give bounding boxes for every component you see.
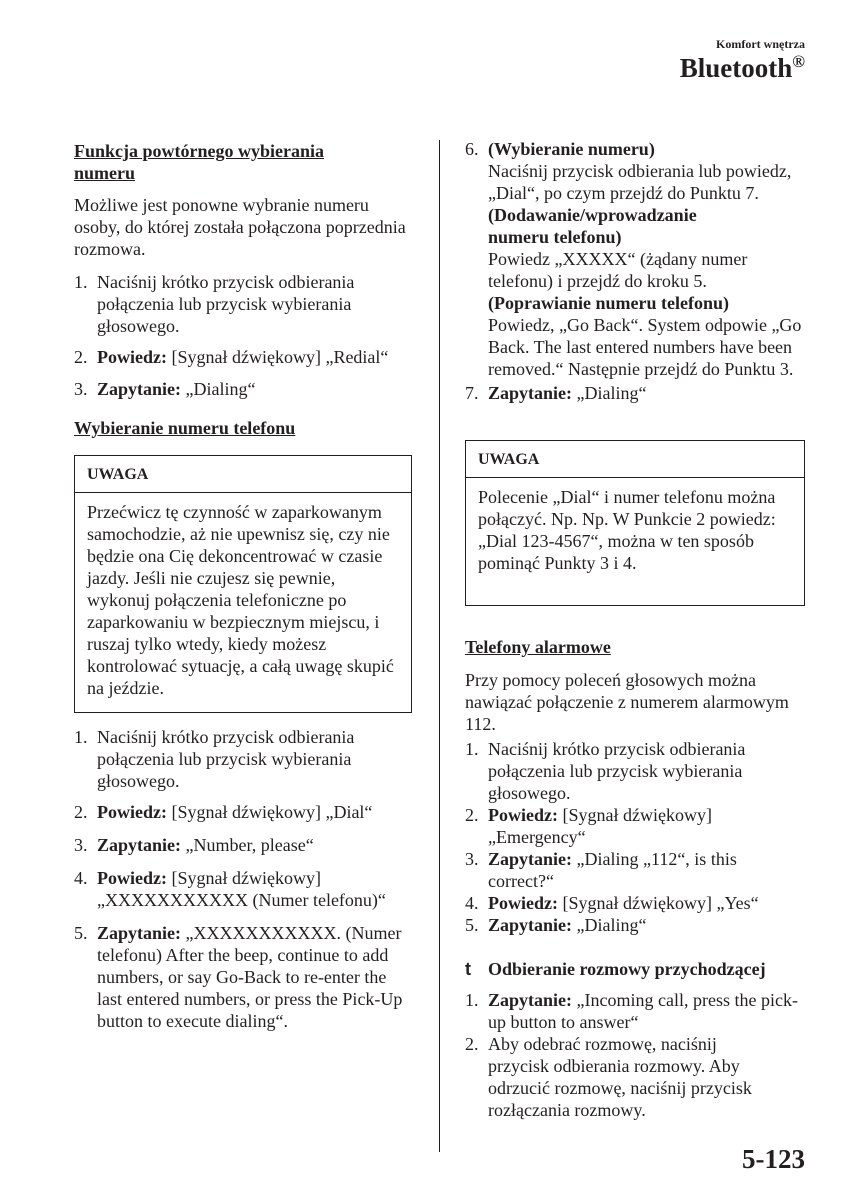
item-body: [Sygnał dźwiękowy] „Dial“ [166,802,373,822]
warning-box [74,455,412,713]
item-text [97,346,388,368]
item-body: [Sygnał dźwiękowy] „XXXXXXXXXXX (Numer telefonu)“ [97,868,386,910]
item-body: [Sygnał dźwiękowy] „Emergency“ [488,805,712,847]
item-body: Naciśnij przycisk odbierania lub powiedz, „Dial“, po czym przejdź do Punktu 7. [488,161,792,203]
item-body: „Dialing „112“, is this correct?“ [488,849,737,891]
item-body: Aby odebrać rozmowę, naciśnij przycisk odbierania rozmowy. Aby odrzucić rozmowę, naciśnij przycisk rozłączania rozmowy. [488,1034,752,1120]
emergency-paragraph: Przy pomocy poleceń głosowych można nawiązać połączenie z numerem alarmowym 112. [465,670,789,734]
item-bold: (Wybieranie numeru) [488,139,655,159]
item-number: 1. [465,990,479,1010]
warning-body: Polecenie „Dial“ i numer telefonu można połączyć. Np. Np. W Punkcie 2 powiedz: „Dial 123-4567“, można w ten sposób pominąć Punkty 3 i 4. [478,487,776,573]
item-number: 4. [465,893,479,913]
item-body: [Sygnał dźwiękowy] „Redial“ [166,347,389,367]
item-text [97,834,314,856]
item-body: „Dialing“ [572,915,647,935]
list-item [74,346,414,368]
dial-heading: Wybieranie numeru telefonu [74,418,296,438]
item-text [488,848,788,892]
item-text [488,1033,778,1121]
item-number: 1. [74,272,88,292]
redial-heading: Funkcja powtórnego wybierania numeru [74,141,325,183]
item-bold: Powiedz: [488,805,558,825]
warning-body: Przećwicz tę czynność w zaparkowanym samochodzie, aż nie upewnisz się, czy nie będzie ona Cię dekoncentrować w czasie jazdy. Jeśli nie czujesz się pewnie, wykonuj połączenia telefoniczne po zaparkowaniu w bezpiecznym miejscu, i ruszaj tylko wtedy, kiedy możesz kontrolować sytuację, a całą uwagę skupić na jeździe. [87,502,394,698]
item-number: 2. [74,347,88,367]
item-text [97,922,414,1032]
item-text [488,892,759,914]
item-bold: (Poprawianie numeru telefonu) [488,293,729,313]
list-item [465,848,807,892]
redial-list [74,271,414,400]
item-bold: Powiedz: [97,868,167,888]
item-bold: Zapytanie: [97,379,182,399]
section-label: Komfort wnętrza [716,37,805,51]
item-bold: Zapytanie: [488,990,573,1010]
item-bold: Powiedz: [488,893,558,913]
list-item [465,382,807,404]
item-number: 3. [465,849,479,869]
item-body: „Dialing“ [181,379,256,399]
registered-mark: ® [792,52,805,71]
item-number: 4. [74,868,88,888]
item-text [97,867,414,911]
warning-title: UWAGA [75,456,411,493]
item-body: Powiedz „XXXXX“ (żądany numer telefonu) i przejdź do kroku 5. [488,249,748,291]
item-number: 3. [74,379,88,399]
item-body: „Number, please“ [181,835,314,855]
list-item [465,804,807,848]
item-bold: Powiedz: [97,802,167,822]
item-bold: Zapytanie: [488,915,573,935]
item-body: Powiedz, „Go Back“. System odpowie „Go Back. The last entered numbers have been removed.“ Następnie przejdź do Punktu 3. [488,315,802,379]
list-item [465,914,807,936]
list-item [465,138,807,380]
item-text [97,801,372,823]
item-body: Naciśnij krótko przycisk odbierania połączenia lub przycisk wybierania głosowego. [97,272,355,336]
warning-box [465,440,805,606]
item-number: 2. [465,805,479,825]
item-number: 5. [74,923,88,943]
item-bold: Zapytanie: [488,849,573,869]
list-item [74,801,414,823]
item-body: „XXXXXXXXXXX. (Numer telefonu) After the beep, continue to add numbers, or say Go-Back to re-enter the last entered numbers, or press the Pick-Up button to execute dialing“. [97,923,403,1031]
list-item [74,378,414,400]
incoming-heading-text: Odbieranie rozmowy przychodzącej [488,959,766,979]
list-item [465,1033,807,1121]
incoming-heading [465,958,807,980]
item-body: „Dialing“ [572,383,647,403]
list-item [465,989,807,1033]
column-divider [439,140,440,1152]
item-body: „Incoming call, press the pick-up button to answer“ [488,990,798,1032]
item-text [97,726,414,792]
item-number: 1. [465,739,479,759]
item-number: 1. [74,727,88,747]
item-text [97,378,256,400]
item-bold: Zapytanie: [488,383,573,403]
item-text [488,382,647,404]
title-text: Bluetooth [679,53,793,83]
emergency-heading: Telefony alarmowe [465,637,611,657]
page-number: 5-123 [742,1144,805,1174]
page-title [680,52,805,84]
item-bold: Zapytanie: [97,923,182,943]
item-text [488,914,647,936]
item-bold: Zapytanie: [97,835,182,855]
item-number: 7. [465,383,479,403]
item-body: [Sygnał dźwiękowy] „Yes“ [557,893,759,913]
item-text [488,989,807,1033]
item-bold: (Dodawanie/wprowadzanie numeru telefonu) [488,205,697,247]
item-number: 2. [74,802,88,822]
list-item [74,271,414,337]
item-body: Naciśnij krótko przycisk odbierania połączenia lub przycisk wybierania głosowego. [97,727,355,791]
list-item [74,834,414,856]
redial-paragraph: Możliwe jest ponowne wybranie numeru osoby, do której została połączona poprzednia rozmowa. [74,195,406,259]
section-bullet-icon: t [465,959,471,979]
item-number: 6. [465,139,479,159]
item-body: Naciśnij krótko przycisk odbierania połączenia lub przycisk wybierania głosowego. [488,739,746,803]
item-text [488,738,807,804]
item-number: 2. [465,1034,479,1054]
incoming-list [465,989,807,1121]
item-number: 3. [74,835,88,855]
item-text [488,804,758,848]
list-item [74,922,414,1032]
dial-list-continued [465,138,807,404]
item-text [488,138,807,380]
list-item [74,726,414,792]
item-number: 5. [465,915,479,935]
emergency-list [465,738,807,936]
item-bold: Powiedz: [97,347,167,367]
list-item [74,867,414,911]
item-text [97,271,414,337]
dial-list [74,726,414,1032]
warning-title: UWAGA [466,441,804,478]
list-item [465,892,807,914]
list-item [465,738,807,804]
